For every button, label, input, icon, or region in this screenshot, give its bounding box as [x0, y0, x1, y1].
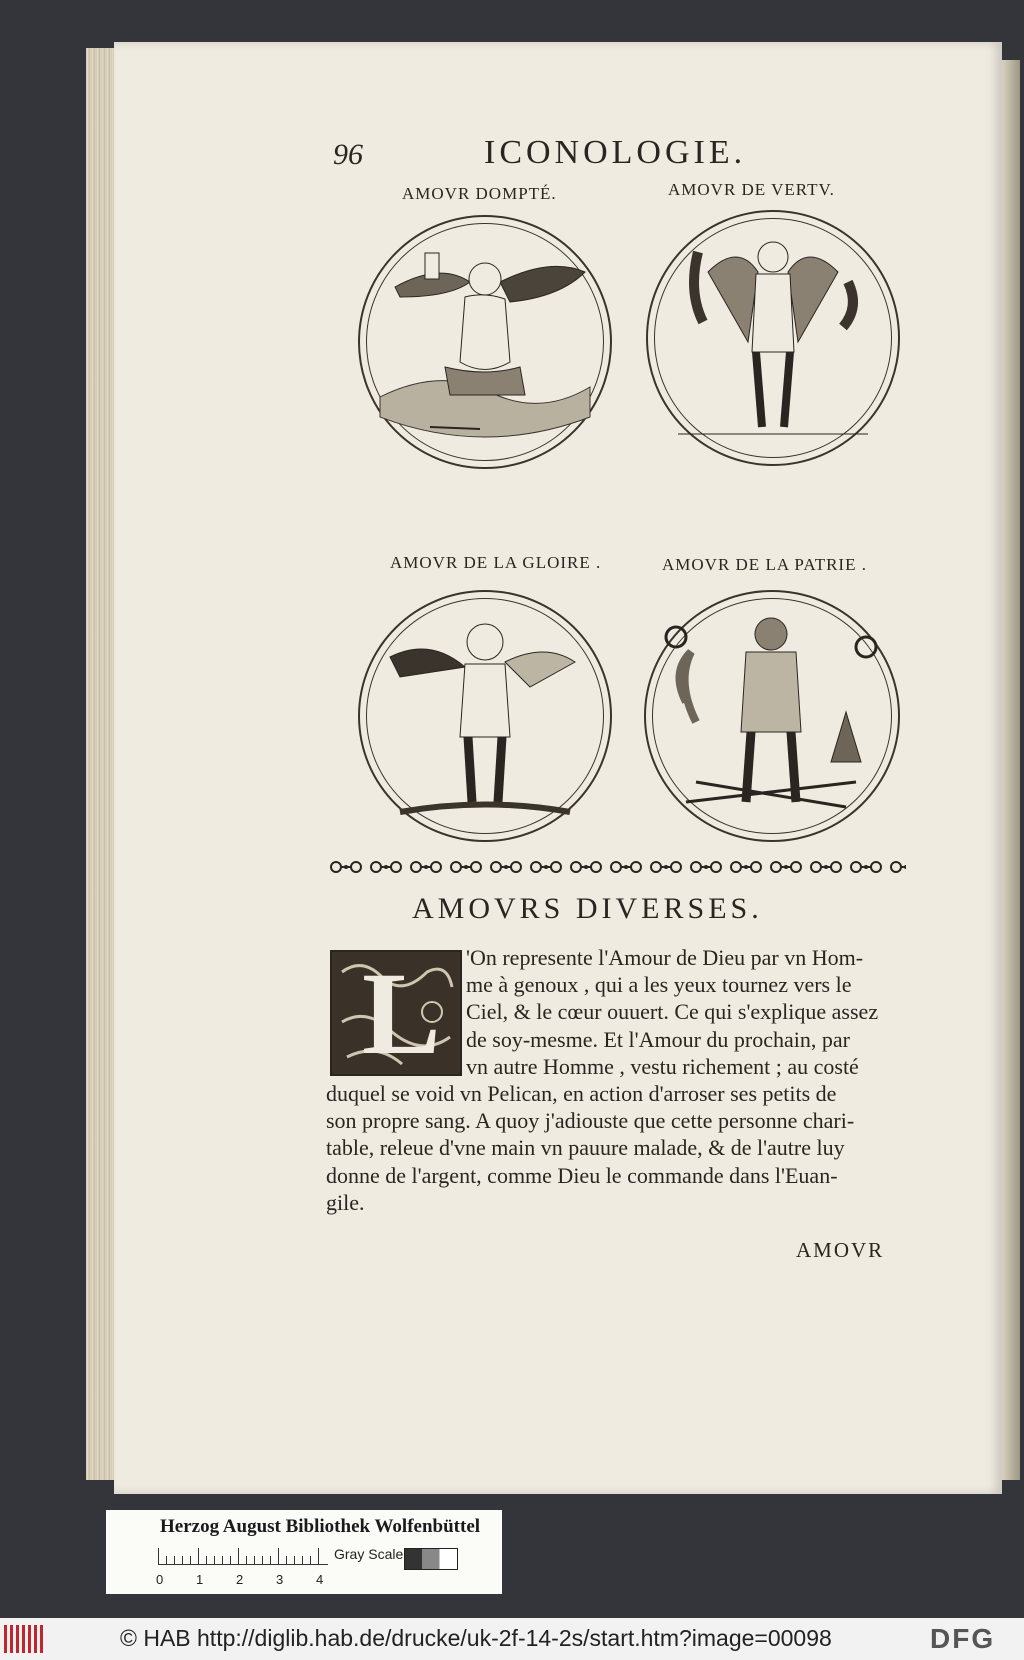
library-name: Herzog August Bibliothek Wolfenbüttel	[160, 1516, 481, 1537]
caption-amour-dompte: AMOVR DOMPTÉ.	[402, 184, 557, 203]
body-line: duquel se void vn Pelican, en action d'arroser ses petits de	[326, 1081, 837, 1107]
ruler-number: 3	[276, 1572, 284, 1587]
gray-scale-label: Gray Scale	[334, 1546, 404, 1562]
body-line: vn autre Homme , vestu richement ; au costé	[466, 1053, 859, 1079]
gray-scale-swatch	[404, 1548, 458, 1570]
body-line: Ciel, & le cœur ouuert. Ce qui s'explique assez	[466, 999, 879, 1025]
caption-amour-de-la-patrie: AMOVR DE LA PATRIE .	[662, 555, 867, 574]
body-line: gile.	[326, 1189, 365, 1215]
ornament-band	[326, 857, 906, 877]
body-line: de soy-mesme. Et l'Amour du prochain, par	[466, 1026, 850, 1052]
ruler-number: 1	[196, 1572, 204, 1587]
caption-amour-de-la-gloire: AMOVR DE LA GLOIRE .	[390, 553, 602, 572]
running-head: ICONOLOGIE.	[484, 134, 747, 171]
winged-figure-laurels-engraving	[648, 212, 898, 464]
ruler-number: 2	[236, 1572, 244, 1587]
footer-credit-link[interactable]: © HAB http://diglib.hab.de/drucke/uk-2f-14-2s/start.htm?image=00098	[120, 1625, 832, 1651]
catchword: AMOVR	[796, 1238, 885, 1262]
medallion-amour-de-vertu	[646, 210, 900, 466]
next-page-edge	[1002, 60, 1020, 1480]
dfg-logo: DFG	[930, 1623, 996, 1654]
body-line: 'On represente l'Amour de Dieu par vn Hom-	[466, 945, 864, 970]
drop-cap-letter: L	[362, 950, 441, 1076]
warrior-with-wreaths-engraving	[646, 592, 898, 840]
winged-putto-wreaths-engraving	[360, 592, 610, 840]
hab-barcode-logo-icon	[4, 1625, 46, 1653]
medallion-amour-de-la-patrie	[644, 590, 900, 842]
body-line: me à genoux , qui a les yeux tournez vers le	[466, 972, 852, 998]
medallion-amour-dompte	[358, 215, 612, 469]
body-line: donne de l'argent, comme Dieu le commande dans l'Euan-	[326, 1162, 838, 1188]
winged-putto-hourglass-engraving	[360, 217, 610, 467]
ruler-number: 4	[316, 1572, 324, 1587]
body-line: son propre sang. A quoy j'adiouste que cette personne chari-	[326, 1108, 855, 1134]
body-line: table, releue d'vne main vn pauure malade, & de l'autre luy	[326, 1135, 845, 1161]
body-text	[326, 944, 906, 1216]
caption-amour-de-vertu: AMOVR DE VERTV.	[668, 180, 835, 199]
section-title: AMOVRS DIVERSES.	[412, 892, 763, 925]
medallion-amour-de-la-gloire	[358, 590, 612, 842]
page-number: 96	[333, 138, 363, 171]
ruler-number: 0	[156, 1572, 164, 1587]
measurement-ruler	[158, 1544, 328, 1565]
library-label-card	[106, 1510, 502, 1594]
footer-bar	[0, 1618, 1024, 1660]
